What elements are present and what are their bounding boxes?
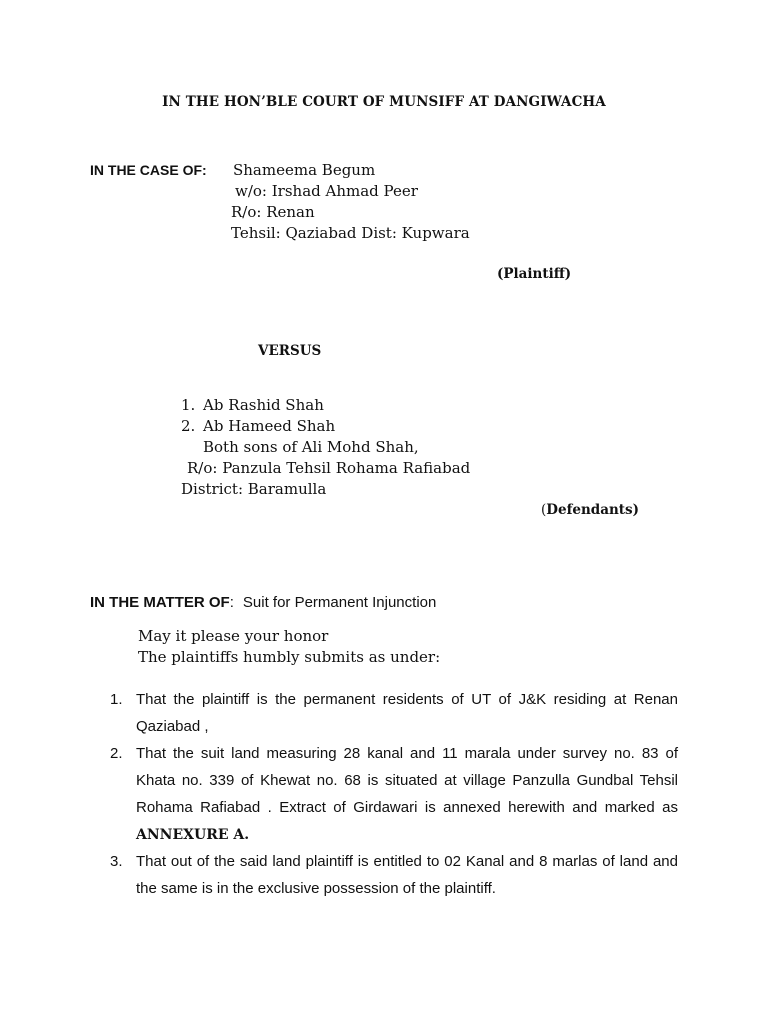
- plaintiff-name: Shameema Begum: [233, 161, 376, 179]
- defendant-2-num: 2.: [181, 417, 196, 435]
- annexure-a-label: ANNEXURE A.: [136, 827, 250, 843]
- paragraph-2-num: 2.: [110, 745, 123, 762]
- plaintiff-husband: w/o: Irshad Ahmad Peer: [235, 182, 418, 200]
- defendants-residence: R/o: Panzula Tehsil Rohama Rafiabad: [187, 459, 471, 477]
- paragraph-1: [110, 686, 678, 740]
- matter-text: Suit for Permanent Injunction: [242, 594, 437, 611]
- defendants-parentage: Both sons of Ali Mohd Shah,: [203, 438, 419, 456]
- defendant-1-num: 1.: [181, 396, 196, 414]
- intro-line-2: The plaintiffs humbly submits as under:: [138, 648, 441, 666]
- plaintiff-tehsil: Tehsil: Qaziabad Dist: Kupwara: [231, 224, 470, 242]
- paragraph-2: [110, 740, 678, 849]
- defendants-district: District: Baramulla: [181, 480, 327, 498]
- paragraph-3-num: 3.: [110, 853, 123, 870]
- court-title: IN THE HON’BLE COURT OF MUNSIFF AT DANGIWACHA: [162, 94, 606, 110]
- plaintiff-role: (Plaintiff): [497, 266, 572, 282]
- defendants-role-word: Defendants): [546, 502, 640, 518]
- paragraph-3: [110, 848, 678, 902]
- matter-label: IN THE MATTER OF: [90, 594, 230, 611]
- paragraph-1-text: That the plaintiff is the permanent residents of UT of J&K residing at Renan Qaziabad ,: [136, 691, 678, 735]
- defendant-2-name: Ab Hameed Shah: [203, 417, 336, 435]
- defendants-role: [541, 504, 639, 518]
- paragraph-1-num: 1.: [110, 691, 123, 708]
- matter-line: [90, 595, 436, 610]
- case-label: IN THE CASE OF:: [90, 162, 207, 178]
- defendants-role-paren: (: [541, 502, 547, 518]
- defendant-1-name: Ab Rashid Shah: [203, 396, 324, 414]
- plaintiff-residence: R/o: Renan: [231, 203, 315, 221]
- versus-heading: VERSUS: [258, 343, 322, 359]
- paragraph-3-text: That out of the said land plaintiff is entitled to 02 Kanal and 8 marlas of land and the same is in the exclusive possession of the plaintiff.: [136, 853, 678, 897]
- intro-line-1: May it please your honor: [138, 627, 329, 645]
- matter-colon: :: [229, 594, 234, 611]
- paragraph-2-text: That the suit land measuring 28 kanal and 11 marala under survey no. 83 of Khata no. 339 of Khewat no. 68 is situated at village Panzulla Gundbal Tehsil Rohama Rafiabad . Extract of Girdawari is annexed herewith and marked as: [136, 745, 678, 816]
